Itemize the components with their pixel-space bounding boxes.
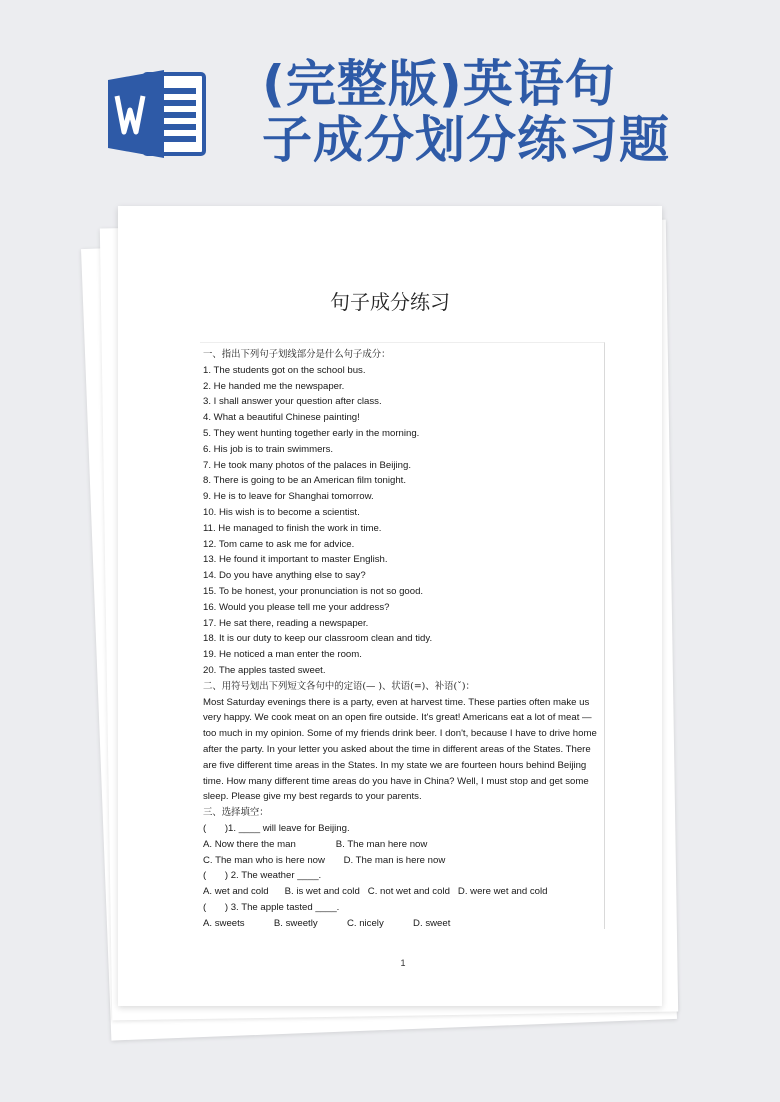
exercise-item: 12. Tom came to ask me for advice. (203, 538, 355, 550)
exercise-item: 1. The students got on the school bus. (203, 364, 366, 376)
document-title: 句子成分练习 (330, 290, 450, 314)
exercise-item: 20. The apples tasted sweet. (203, 664, 326, 676)
exercise-item: 18. It is our duty to keep our classroom clean and tidy. (203, 633, 433, 645)
document-page (118, 206, 662, 1006)
section1-list (203, 363, 605, 679)
exercise-item: 16. Would you please tell me your address? (203, 601, 390, 613)
section3-heading: 三、选择填空： (203, 807, 269, 819)
title-line-2: 子成分划分练习题 (262, 111, 670, 169)
exercise-item: 3. I shall answer your question after class. (203, 396, 382, 408)
exercise-item: 4. What a beautiful Chinese painting! (203, 412, 360, 424)
exercise-item: 17. He sat there, reading a newspaper. (203, 617, 369, 629)
section2-heading: 二、用符号划出下列短文各句中的定语(— )、状语(=)、补语(ˇ)： (203, 680, 475, 692)
exercise-item: 10. His wish is to become a scientist. (203, 506, 360, 518)
exercise-item: 11. He managed to finish the work in time. (203, 522, 382, 534)
exercise-item: 14. Do you have anything else to say? (203, 570, 366, 582)
section1-heading: 一、指出下列句子划线部分是什么句子成分： (203, 349, 391, 360)
exercise-item: 13. He found it important to master English. (203, 554, 388, 566)
exercise-item: 6. His job is to train swimmers. (203, 443, 334, 455)
exercise-item: 19. He noticed a man enter the room. (203, 649, 362, 661)
choice-line: ( )1. ____ will leave for Beijing. (203, 822, 350, 834)
choice-line: ( ) 2. The weather ____. (203, 870, 322, 882)
choice-line: C. The man who is here now D. The man is here now (203, 854, 446, 866)
choice-line: A. wet and cold B. is wet and cold C. not wet and cold D. were wet and cold (203, 886, 548, 898)
exercise-item: 8. There is going to be an American film tonight. (203, 475, 407, 487)
document-content (203, 347, 605, 931)
exercise-item: 2. He handed me the newspaper. (203, 380, 345, 392)
exercise-item: 7. He took many photos of the palaces in Beijing. (203, 459, 411, 471)
choice-line: A. sweets B. sweetly C. nicely D. sweet (203, 917, 451, 929)
choice-line: ( ) 3. The apple tasted ____. (203, 901, 340, 913)
page-header-title (262, 56, 670, 168)
section2-paragraph: Most Saturday evenings there is a party, even at harvest time. These parties often make us very happy. We cook meat on an open fire outside. It's great! Americans eat a lot of meat — too much in my opinion. Some of my friends drink beer. I don't, because I have to drive home after the party. In your letter you asked about the time in different areas of the States. There are five different time areas in the States. In my state we are fourteen hours behind Beijing time. How many different time areas do you have in China? Well, I must stop and get some sleep. Please give my best regards to your parents. (203, 696, 597, 803)
exercise-item: 15. To be honest, your pronunciation is not so good. (203, 585, 424, 597)
choice-line: A. Now there the man B. The man here now (203, 838, 428, 850)
exercise-item: 5. They went hunting together early in the morning. (203, 427, 420, 439)
word-logo-icon (108, 66, 208, 162)
title-line-1: (完整版)英语句 (262, 55, 616, 113)
page-number: 1 (400, 958, 406, 968)
exercise-item: 9. He is to leave for Shanghai tomorrow. (203, 491, 374, 503)
